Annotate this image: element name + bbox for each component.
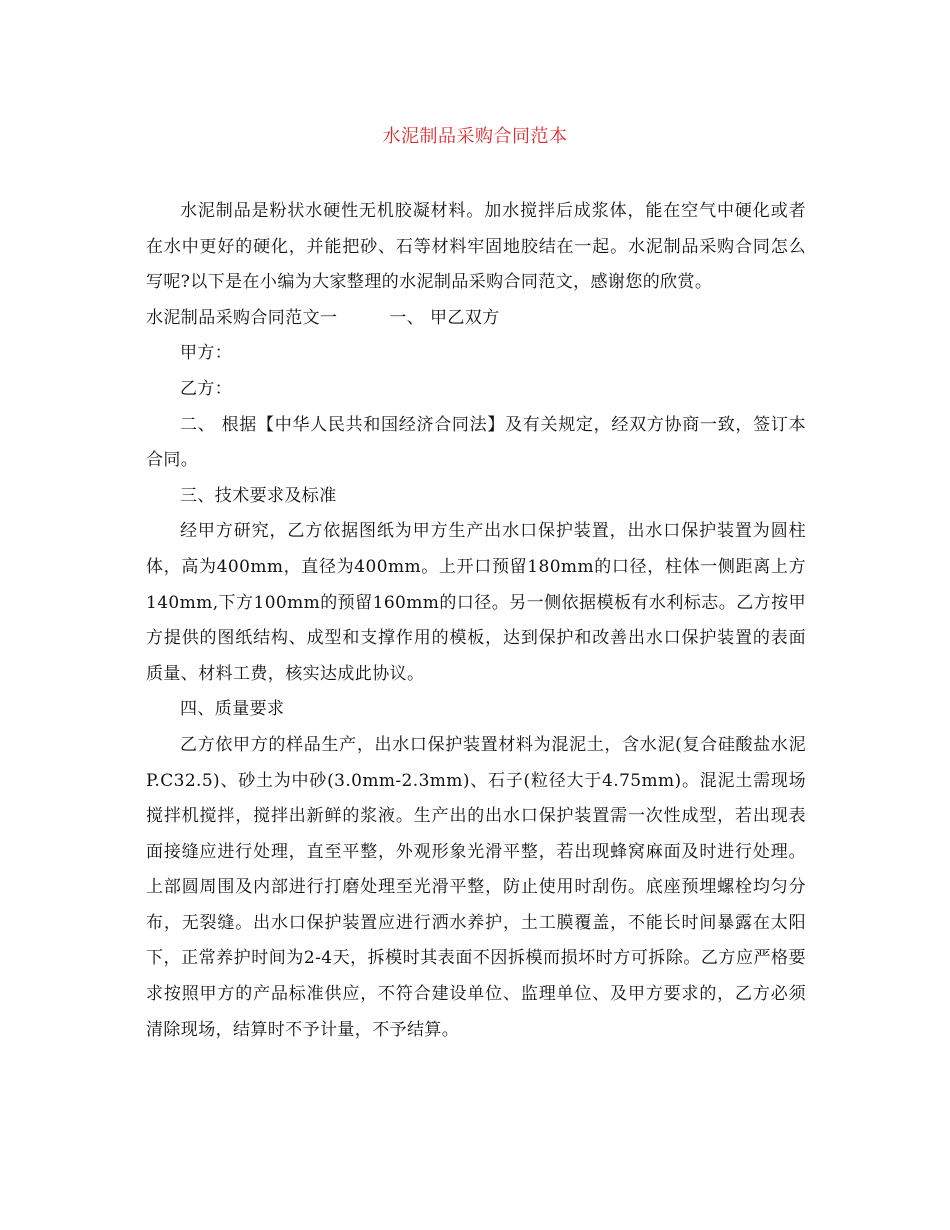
section-1-heading: 一、 甲乙双方	[389, 307, 500, 328]
document-title: 水泥制品采购合同范本	[382, 126, 568, 147]
section-3-heading: 三、技术要求及标准	[180, 485, 337, 506]
party-b-line: 乙方：	[180, 378, 233, 399]
document-body	[146, 194, 806, 1048]
intro-paragraph: 水泥制品是粉状水硬性无机胶凝材料。加水搅拌后成浆体，能在空气中硬化或者在水中更好的硬化，并能把砂、石等材料牢固地胶结在一起。水泥制品采购合同怎么写呢?以下是在小编为大家整理的水泥制品采购合同范文，感谢您的欣赏。	[146, 201, 806, 293]
section-4-paragraph: 乙方依甲方的样品生产，出水口保护装置材料为混泥土，含水泥(复合硅酸盐水泥P.C32.5)、砂土为中砂(3.0mm-2.3mm)、石子(粒径大于4.75mm)。混泥土需现场搅拌机搅拌，搅拌出新鲜的浆液。生产出的出水口保护装置需一次性成型，若出现表面接缝应进行处理，直至平整，外观形象光滑平整，若出现蜂窝麻面及时进行处理。上部圆周围及内部进行打磨处理至光滑平整，防止使用时刮伤。底座预埋螺栓均匀分布，无裂缝。出水口保护装置应进行洒水养护，土工膜覆盖，不能长时间暴露在太阳下，正常养护时间为2-4天，拆模时其表面不因拆模而损坏时方可拆除。乙方应严格要求按照甲方的产品标准供应，不符合建设单位、监理单位、及甲方要求的，乙方必须清除现场，结算时不予计量，不予结算。	[146, 734, 806, 1040]
section-2-paragraph: 二、 根据【中华人民共和国经济合同法】及有关规定，经双方协商一致，签订本合同。	[146, 414, 806, 471]
sample-heading-line	[146, 301, 806, 337]
section-4-heading: 四、质量要求	[180, 699, 285, 720]
sample-heading: 水泥制品采购合同范文一	[146, 307, 338, 328]
party-a-line: 甲方：	[180, 343, 233, 364]
section-3-paragraph: 经甲方研究，乙方依据图纸为甲方生产出水口保护装置，出水口保护装置为圆柱体，高为400mm，直径为400mm。上开口预留180mm的口径，柱体一侧距离上方140mm,下方100mm的预留160mm的口径。另一侧依据模板有水利标志。乙方按甲方提供的图纸结构、成型和支撑作用的模板，达到保护和改善出水口保护装置的表面质量、材料工费，核实达成此协议。	[146, 521, 806, 684]
